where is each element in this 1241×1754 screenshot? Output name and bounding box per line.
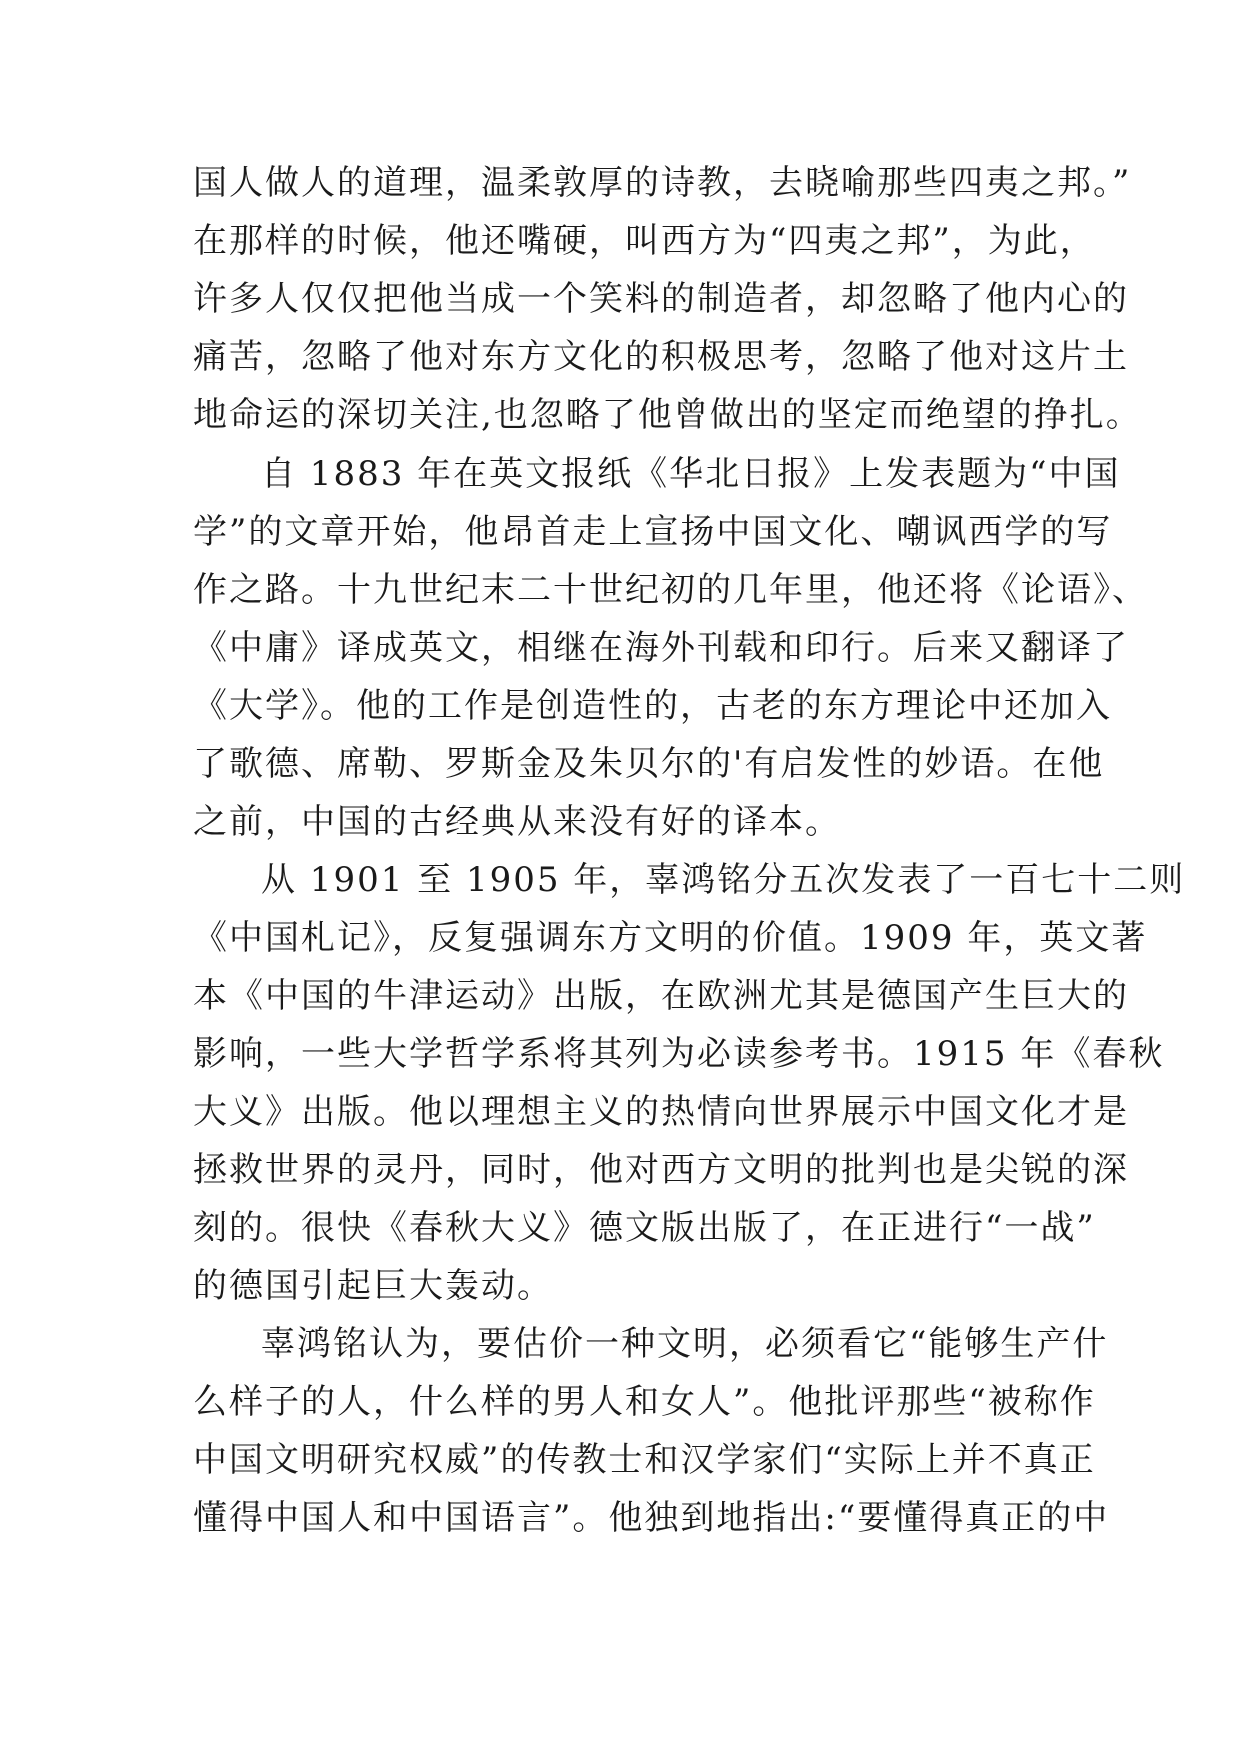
text-line: 么样子的人，什么样的男人和女人”。他批评那些“被称作 [193, 1382, 1096, 1422]
text-line: 影响，一些大学哲学系将其列为必读参考书。1915 年《春秋 [193, 1034, 1165, 1074]
text-line: 《大学》。他的工作是创造性的，古老的东方理论中还加入 [193, 686, 1112, 726]
text-line: 国人做人的道理，温柔敦厚的诗教，去晓喻那些四夷之邦。” [193, 163, 1132, 203]
text-line: 许多人仅仅把他当成一个笑料的制造者，却忽略了他内心的 [193, 279, 1129, 319]
text-line: 学”的文章开始，他昂首走上宣扬中国文化、嘲讽西学的写 [193, 512, 1113, 552]
text-line: 地命运的深切关注,也忽略了他曾做出的坚定而绝望的挣扎。 [193, 395, 1142, 435]
text-line: 大义》出版。他以理想主义的热情向世界展示中国文化才是 [193, 1092, 1129, 1132]
text-line: 的德国引起巨大轰动。 [193, 1266, 553, 1306]
text-line: 之前，中国的古经典从来没有好的译本。 [193, 802, 841, 842]
paragraph-start-line: 自 1883 年在英文报纸《华北日报》上发表题为“中国 [261, 454, 1121, 494]
paragraph-start-line: 辜鸿铭认为，要估价一种文明，必须看它“能够生产什 [261, 1324, 1109, 1364]
text-line: 中国文明研究权威”的传教士和汉学家们“实际上并不真正 [193, 1440, 1096, 1480]
text-line: 拯救世界的灵丹，同时，他对西方文明的批判也是尖锐的深 [193, 1150, 1129, 1190]
text-line: 本《中国的牛津运动》出版，在欧洲尤其是德国产生巨大的 [193, 976, 1129, 1016]
paragraph-start-line: 从 1901 至 1905 年，辜鸿铭分五次发表了一百七十二则 [261, 860, 1186, 900]
text-line: 懂得中国人和中国语言”。他独到地指出:“要懂得真正的中 [193, 1498, 1110, 1538]
text-line: 了歌德、席勒、罗斯金及朱贝尔的'有启发性的妙语。在他 [193, 744, 1105, 784]
text-line: 《中国札记》，反复强调东方文明的价值。1909 年，英文著 [193, 918, 1148, 958]
text-line: 在那样的时候，他还嘴硬，叫西方为“四夷之邦”，为此， [193, 221, 1096, 261]
text-line: 《中庸》译成英文，相继在海外刊载和印行。后来又翻译了 [193, 628, 1129, 668]
text-line: 作之路。十九世纪末二十世纪初的几年里，他还将《论语》、 [193, 570, 1148, 610]
text-line: 刻的。很快《春秋大义》德文版出版了，在正进行“一战” [193, 1208, 1096, 1248]
text-line: 痛苦，忽略了他对东方文化的积极思考，忽略了他对这片土 [193, 337, 1129, 377]
